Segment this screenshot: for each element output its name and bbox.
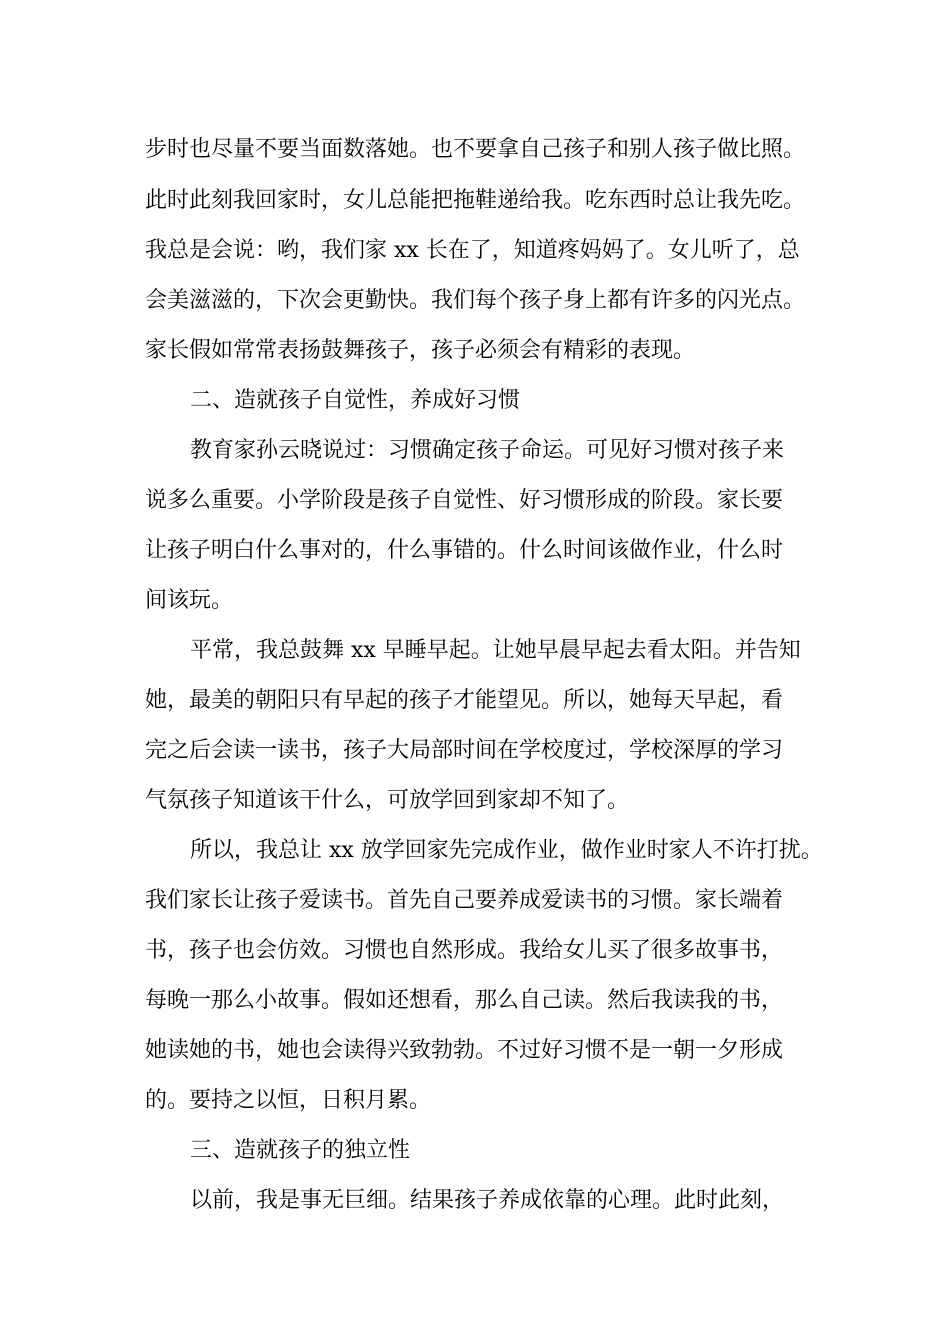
- paragraph-line: 让孩子明白什么事对的，什么事错的。什么时间该做作业，什么时: [145, 538, 784, 563]
- paragraph-line: 平常，我总鼓舞 xx 早睡早起。让她早晨早起去看太阳。并告知: [190, 638, 801, 663]
- paragraph-line: 完之后会读一读书，孩子大局部时间在学校度过，学校深厚的学习: [145, 738, 784, 763]
- paragraph-line: 我总是会说：哟，我们家 xx 长在了，知道疼妈妈了。女儿听了，总: [145, 238, 800, 263]
- paragraph-line: 家长假如常常表扬鼓舞孩子，孩子必须会有精彩的表现。: [145, 338, 696, 363]
- paragraph-line: 以前，我是事无巨细。结果孩子养成依靠的心理。此时此刻，: [190, 1188, 785, 1213]
- section-heading: 三、造就孩子的独立性: [190, 1138, 411, 1163]
- paragraph-line: 会美滋滋的，下次会更勤快。我们每个孩子身上都有许多的闪光点。: [145, 288, 806, 313]
- paragraph-line: 的。要持之以恒，日积月累。: [145, 1088, 432, 1113]
- paragraph-line: 每晚一那么小故事。假如还想看，那么自己读。然后我读我的书，: [145, 988, 784, 1013]
- paragraph-line: 所以，我总让 xx 放学回家先完成作业，做作业时家人不许打扰。: [190, 838, 823, 863]
- paragraph-line: 书，孩子也会仿效。习惯也自然形成。我给女儿买了很多故事书，: [145, 938, 784, 963]
- paragraph-line: 步时也尽量不要当面数落她。也不要拿自己孩子和别人孩子做比照。: [145, 137, 806, 162]
- section-heading: 二、造就孩子自觉性，养成好习惯: [190, 388, 521, 413]
- paragraph-line: 教育家孙云晓说过：习惯确定孩子命运。可见好习惯对孩子来: [190, 438, 785, 463]
- paragraph-line: 此时此刻我回家时，女儿总能把拖鞋递给我。吃东西时总让我先吃。: [145, 188, 806, 213]
- paragraph-line: 间该玩。: [145, 588, 234, 613]
- paragraph-line: 我们家长让孩子爱读书。首先自己要养成爱读书的习惯。家长端着: [145, 888, 784, 913]
- paragraph-line: 她读她的书，她也会读得兴致勃勃。不过好习惯不是一朝一夕形成: [145, 1038, 784, 1063]
- paragraph-line: 说多么重要。小学阶段是孩子自觉性、好习惯形成的阶段。家长要: [145, 488, 784, 513]
- paragraph-line: 气氛孩子知道该干什么，可放学回到家却不知了。: [145, 788, 630, 813]
- paragraph-line: 她，最美的朝阳只有早起的孩子才能望见。所以，她每天早起，看: [145, 688, 784, 713]
